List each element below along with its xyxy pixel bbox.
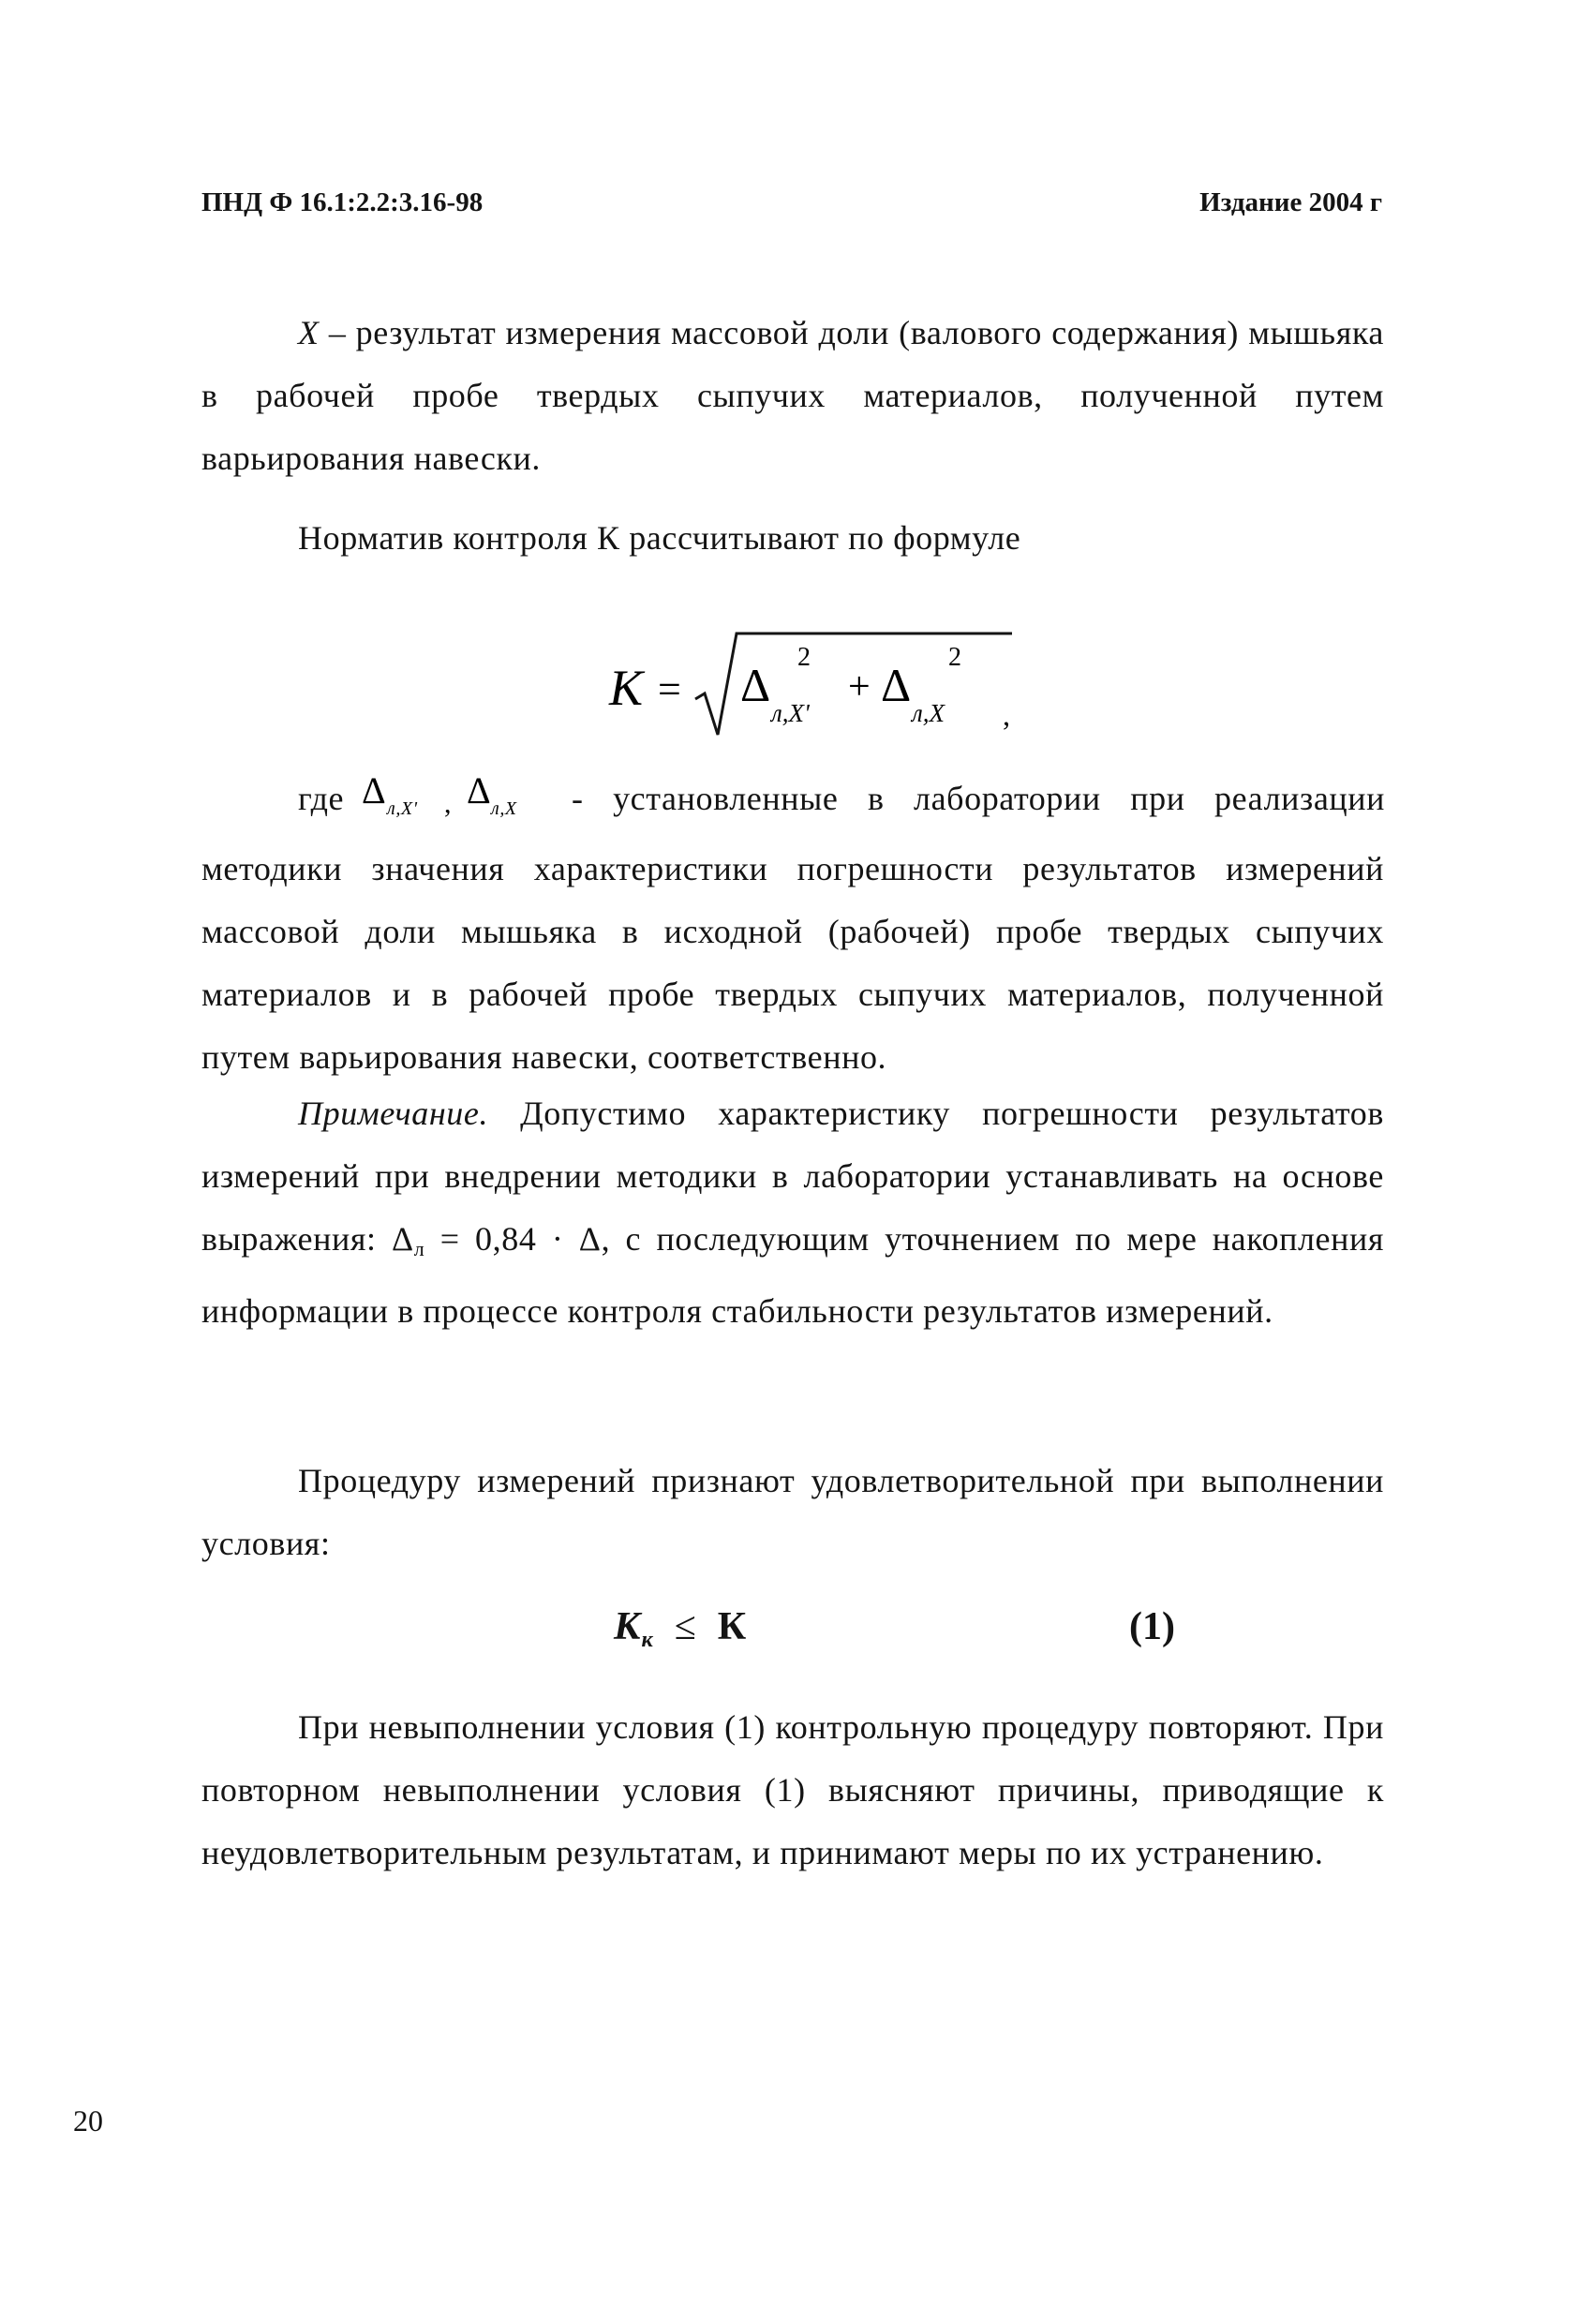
paragraph-where-continuation: методики значения характеристики погрешности результатов измерений массовой доли мышьяка в исходной (рабочей) пробе твердых сыпучих материалов и в рабочей пробе твердых сыпучих материалов, полученной путем варьирования навески, соответственно. — [201, 850, 1384, 1076]
where-line — [298, 764, 1385, 829]
where-rest: - установленные в лаборатории при реализации — [572, 780, 1385, 817]
condition-lhs-sub: к — [641, 1628, 654, 1652]
paragraph-note — [201, 1082, 1384, 1343]
note-label: Примечание. — [298, 1095, 489, 1132]
formula-comma: , — [1003, 698, 1010, 732]
where-delta-1: Δ — [362, 769, 387, 812]
note-expression — [392, 1220, 602, 1258]
note-text-after: , с последующим уточнением по мере накопления информации в процессе контроля стабильности результатов измерений. — [201, 1220, 1385, 1330]
edition-label: Издание 2004 г — [1199, 187, 1382, 217]
plus-sign: + — [848, 665, 871, 708]
where-sub-1: л,X' — [387, 798, 418, 819]
paragraph-procedure: Процедуру измерений признают удовлетворительной при выполнении условия: — [201, 1462, 1384, 1562]
note-delta: Δ — [392, 1220, 414, 1258]
sub-2: л,X — [912, 699, 945, 727]
where-symbols — [362, 764, 549, 829]
formula-eq: = — [658, 666, 681, 712]
exp-1: 2 — [797, 643, 811, 672]
x-symbol: X — [298, 314, 320, 351]
condition-number: (1) — [1129, 1605, 1175, 1648]
condition-formula — [614, 1604, 747, 1653]
sub-1: л,X' — [771, 699, 810, 727]
page-number: 20 — [73, 2104, 103, 2138]
condition-rhs: К — [717, 1605, 748, 1648]
paragraph-norm-intro: Норматив контроля К рассчитывают по формуле — [298, 519, 1021, 557]
condition-lhs: К — [614, 1605, 642, 1648]
note-text-before: Допустимо характеристику погрешности результатов измерений при внедрении методики в лаборатории устанавливать на основе выражения: — [201, 1095, 1384, 1258]
paragraph-failure: При невыполнении условия (1) контрольную процедуру повторяют. При повторном невыполнении условия (1) выясняют причины, приводящие к неудовлетворительным результатам, и принимают меры по их устранению. — [201, 1708, 1384, 1871]
formula-k-sqrt — [600, 628, 1040, 750]
delta-2: Δ — [881, 659, 912, 711]
paragraph-x-definition — [201, 302, 1384, 490]
delta-1: Δ — [740, 659, 771, 711]
where-lead: где — [298, 780, 345, 817]
page-header — [201, 187, 1382, 234]
note-expr-rest: = 0,84 · Δ — [424, 1220, 602, 1258]
exp-2: 2 — [948, 643, 961, 672]
document-code: ПНД Ф 16.1:2.2:3.16-98 — [201, 187, 484, 217]
x-definition-text: – результат измерения массовой доли (валового содержания) мышьяка в рабочей пробе твердых сыпучих материалов, полученной путем варьирования навески. — [201, 314, 1384, 477]
note-delta-sub: л — [413, 1237, 425, 1260]
formula-lhs: К — [609, 660, 643, 716]
condition-op: ≤ — [674, 1605, 697, 1648]
where-sub-2: л,X — [491, 798, 517, 819]
svg-text:,: , — [444, 788, 453, 819]
where-delta-2: Δ — [467, 769, 492, 812]
